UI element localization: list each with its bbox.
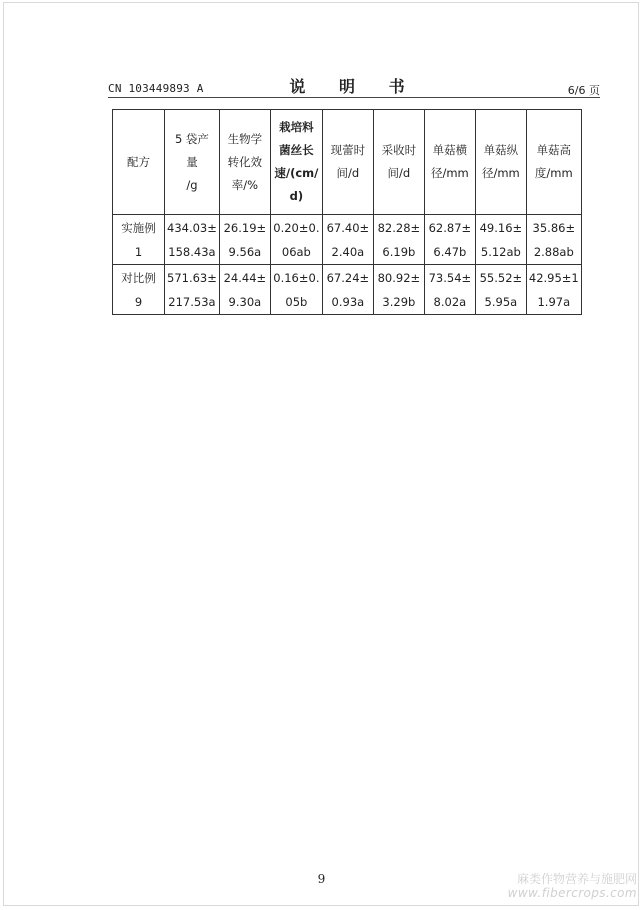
table-cell: 67.24± 0.93a [322,265,373,315]
header-cell-mycelium-growth: 栽培料 菌丝长 速/(cm/ d) [270,110,322,215]
table-cell: 24.44± 9.30a [219,265,270,315]
header-cell-yield: 5 袋产 量 /g [165,110,220,215]
results-table [112,109,582,315]
table-cell: 67.40± 2.40a [322,215,373,265]
table-cell: 82.28± 6.19b [373,215,424,265]
table-cell: 对比例 9 [113,265,165,315]
watermark [508,872,637,900]
table-cell: 434.03± 158.43a [165,215,220,265]
table-cell: 42.95±1 1.97a [526,265,581,315]
table-cell: 0.20±0. 06ab [270,215,322,265]
table-cell: 49.16± 5.12ab [475,215,526,265]
table-cell: 571.63± 217.53a [165,265,220,315]
page-number: 9 [317,872,326,886]
table-cell: 35.86± 2.88ab [526,215,581,265]
watermark-url: www.fibercrops.com [507,886,637,900]
table-cell: 73.54± 8.02a [424,265,475,315]
header-cell-bio-efficiency: 生物学 转化效 率/% [219,110,270,215]
header-cell-harvest-time: 采收时 间/d [373,110,424,215]
header-cell-height: 单菇高 度/mm [526,110,581,215]
table-row [113,215,582,265]
table-cell: 62.87± 6.47b [424,215,475,265]
header-cell-stipe-length: 单菇纵 径/mm [475,110,526,215]
document-header [108,74,600,96]
table-cell: 80.92± 3.29b [373,265,424,315]
header-cell-cap-diameter: 单菇横 径/mm [424,110,475,215]
watermark-text: 麻类作物营养与施肥网 [516,872,637,886]
table-cell: 26.19± 9.56a [219,215,270,265]
page-indicator: 6/6 页 [567,84,600,97]
table-cell: 55.52± 5.95a [475,265,526,315]
header-cell-formula: 配方 [113,110,165,215]
table-cell: 0.16±0. 05b [270,265,322,315]
patent-number: CN 103449893 A [108,82,204,95]
document-title: 说 明 书 [289,77,419,96]
header-cell-budding-time: 现蕾时 间/d [322,110,373,215]
table-cell: 实施例 1 [113,215,165,265]
table-row [113,265,582,315]
table-header-row [113,110,582,215]
header-rule [108,97,600,98]
